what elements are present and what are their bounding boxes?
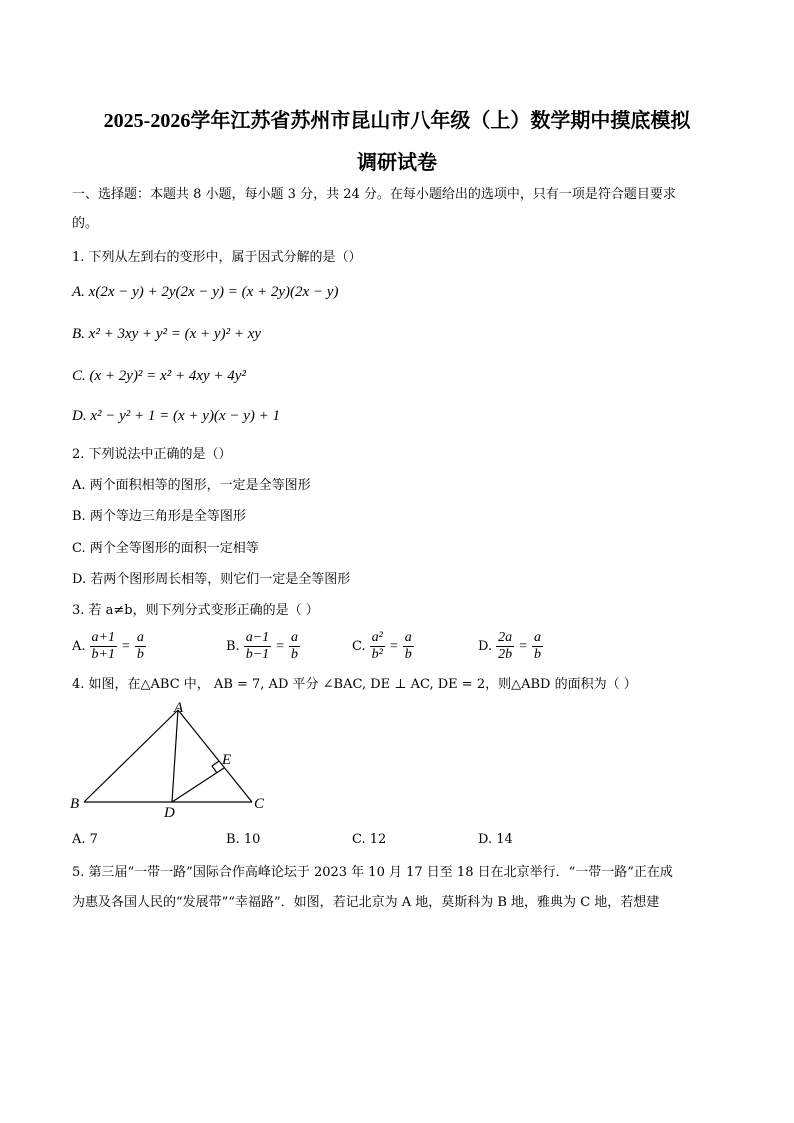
segment-ab <box>84 710 178 802</box>
q1-option-c: C. (x + 2y)² = x² + 4xy + 4y² <box>72 368 246 384</box>
label-a: A <box>174 700 184 716</box>
denominator: b+1 <box>91 647 115 662</box>
label-d: D <box>164 805 175 821</box>
denominator: b <box>291 647 299 662</box>
q5-stem-cont: 为惠及各国人民的“发展带”“幸福路”．如图，若记北京为 A 地，莫斯科为 B 地，雅典为 C 地，若想建 <box>72 895 660 910</box>
segment-ac <box>178 710 252 802</box>
fraction <box>403 630 414 663</box>
segment-ad <box>172 710 178 802</box>
q3-option-b: B. $\frac{a-1}{b-1}$ = $\frac{a}{b}$ <box>226 630 299 662</box>
denominator: b <box>534 647 541 662</box>
q2-option-c: C. 两个全等图形的面积一定相等 <box>72 541 259 556</box>
q3-option-label: A. <box>72 639 86 654</box>
numerator: a−1 <box>245 630 270 645</box>
q3-option-label: B. <box>226 639 240 654</box>
q4-option-c: C. 12 <box>352 832 387 847</box>
q2-option-d: D. 若两个图形周长相等，则它们一定是全等图形 <box>72 572 351 587</box>
fraction <box>135 630 146 663</box>
q3-option-c: C. $\frac{\text{a²}}{\text{b²}}$ = $\frac{a}{b}$ <box>352 630 412 662</box>
numerator: a <box>404 630 412 645</box>
triangle-figure <box>66 698 276 823</box>
denominator: b <box>136 647 144 662</box>
q4-option-d: D. 14 <box>478 832 513 847</box>
fraction <box>90 630 117 663</box>
numerator: a+1 <box>91 630 115 645</box>
fraction <box>370 630 385 663</box>
numerator: 2a <box>498 630 513 645</box>
q2-stem: 2. 下列说法中正确的是（） <box>72 447 232 462</box>
denominator: b² <box>371 647 383 662</box>
segment-de <box>172 768 224 802</box>
q4-stem: 4. 如图，在△ABC 中， AB = 7, AD 平分 ∠BAC, DE ⊥ AC, DE = 2，则△ABD 的面积为（ ） <box>72 677 637 692</box>
q1-option-b: B. x² + 3xy + y² = (x + y)² + xy <box>72 326 262 342</box>
fraction <box>496 630 514 663</box>
numerator: a <box>136 630 144 645</box>
q3-option-label: D. <box>478 639 493 654</box>
q5-stem: 5. 第三届“一带一路”国际合作高峰论坛于 2023 年 10 月 17 日至 18 日在北京举行．“一带一路”正在成 <box>72 865 673 880</box>
section-header: 一、选择题：本题共 8 小题，每小题 3 分，共 24 分。在每小题给出的选项中，只有一项是符合题目要求 <box>72 187 676 202</box>
q3-stem: 3. 若 a≠b，则下列分式变形正确的是（ ） <box>72 603 319 618</box>
denominator: b <box>404 647 412 662</box>
q1-stem: 1. 下列从左到右的变形中，属于因式分解的是（） <box>72 250 362 265</box>
section-header-cont: 的。 <box>72 216 99 231</box>
q4-option-b: B. 10 <box>226 832 261 847</box>
q1-option-a: A. x(2x − y) + 2y(2x − y) = (x + 2y)(2x − y) <box>72 284 339 300</box>
q1-option-d: D. x² − y² + 1 = (x + y)(x − y) + 1 <box>72 408 280 424</box>
denominator: 2b <box>498 647 513 662</box>
right-angle-mark <box>212 761 219 773</box>
q2-option-a: A. 两个面积相等的图形，一定是全等图形 <box>72 478 311 493</box>
q3-option-a: A. $\frac{a+1}{b+1}$ = $\frac{a}{b}$ <box>72 630 144 662</box>
numerator: a <box>291 630 299 645</box>
q2-option-b: B. 两个等边三角形是全等图形 <box>72 509 246 524</box>
denominator: b−1 <box>245 647 270 662</box>
page-title-line2: 调研试卷 <box>357 152 437 174</box>
fraction <box>289 630 300 663</box>
numerator: a² <box>371 630 383 645</box>
label-e: E <box>222 752 232 768</box>
fraction <box>244 630 271 663</box>
q3-option-label: C. <box>352 639 366 654</box>
label-b: B <box>70 796 80 812</box>
q4-option-a: A. 7 <box>72 832 98 847</box>
page-title: 2025-2026学年江苏省苏州市昆山市八年级（上）数学期中摸底模拟 <box>103 110 691 132</box>
label-c: C <box>254 796 265 812</box>
q3-option-d: D. $\frac{2a}{2b}$ = $\frac{a}{b}$ <box>478 630 541 662</box>
numerator: a <box>534 630 541 645</box>
fraction <box>532 630 543 663</box>
